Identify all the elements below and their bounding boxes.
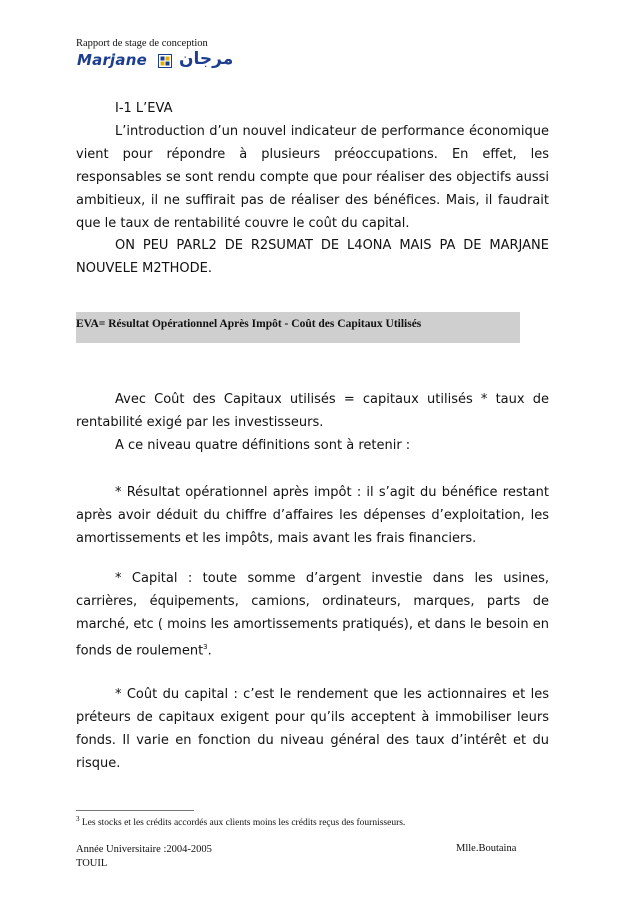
logo-emblem-icon bbox=[158, 54, 172, 68]
academic-year: Année Universitaire :2004-2005 bbox=[76, 844, 212, 855]
footnote-divider bbox=[76, 810, 194, 811]
author-surname: TOUIL bbox=[76, 858, 108, 869]
intro-paragraph: L’introduction d’un nouvel indicateur de performance économique vient pour répondre à plusieurs préoccupations. En effet, les responsables se sont rendu compte que pour réaliser des objectifs aussi ambitieux, il ne suffirait pas de réaliser des bénéfices. Mais, il faudrait que le taux de rentabilité couvre le coût du capital. bbox=[76, 124, 549, 231]
definitions-intro: A ce niveau quatre définitions sont à retenir : bbox=[115, 438, 411, 453]
capital-cost-paragraph: Avec Coût des Capitaux utilisés = capitaux utilisés * taux de rentabilité exigé par les investisseurs. bbox=[76, 392, 549, 430]
logo-latin-text: Marjane bbox=[77, 51, 147, 69]
report-title: Rapport de stage de conception bbox=[76, 38, 208, 49]
footnote bbox=[76, 815, 405, 828]
definition-capital: * Capital : toute somme d’argent investie dans les usines, carrières, équipements, camions, ordinateurs, marques, parts de marché, etc ( moins les amortissements pratiqués), et dans le besoin en fonds de roulement$^3$. bbox=[76, 571, 549, 659]
note-paragraph: ON PEU PARL2 DE R2SUMAT DE L4ONA MAIS PA DE MARJANE NOUVELE M2THODE. bbox=[76, 238, 549, 276]
definition-operational-result: * Résultat opérationnel après impôt : il s’agit du bénéfice restant après avoir déduit du chiffre d’affaires les dépenses d’exploitation, les amortissements et les impôts, mais avant les frais financiers. bbox=[76, 485, 549, 546]
eva-formula: EVA= Résultat Opérationnel Après Impôt - Coût des Capitaux Utilisés bbox=[76, 318, 422, 330]
definition-capital-text: * Capital : toute somme d’argent investie dans les usines, carrières, équipements, camions, ordinateurs, marques, parts de marché, etc ( moins les amortissements pratiqués), et dans le besoin en fonds de roulement bbox=[76, 571, 549, 659]
author-name: Mlle.Boutaina bbox=[456, 843, 517, 854]
marjane-logo bbox=[77, 51, 267, 73]
logo-arabic-text: مرجان bbox=[179, 49, 234, 69]
footnote-text: Les stocks et les crédits accordés aux clients moins les crédits reçus des fournisseurs. bbox=[79, 818, 406, 829]
section-heading: I-1 L’EVA bbox=[115, 101, 173, 116]
footnote-ref: 3 bbox=[203, 643, 208, 651]
footer-left bbox=[76, 843, 212, 871]
footnote-number: 3 bbox=[76, 815, 80, 823]
definition-capital-cost: * Coût du capital : c’est le rendement que les actionnaires et les préteurs de capitaux exigent pour qu’ils acceptent à immobiliser leurs fonds. Il varie en fonction du niveau général des taux d’intérêt et du risque. bbox=[76, 687, 549, 771]
